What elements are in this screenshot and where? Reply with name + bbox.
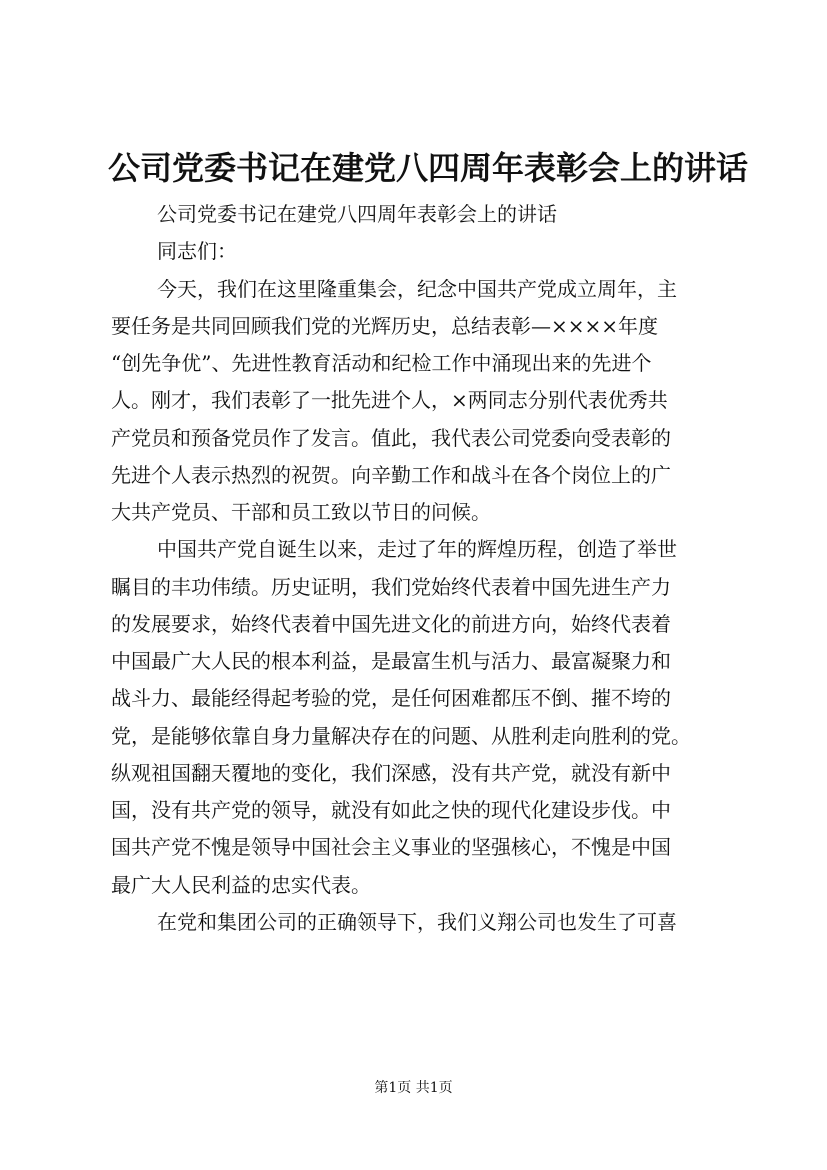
paragraph-1-line-5: 产党员和预备党员作了发言。值此，我代表公司党委向受表彰的: [111, 425, 671, 450]
paragraph-1-line-1: 今天，我们在这里隆重集会，纪念中国共产党成立周年，主: [157, 276, 677, 301]
paragraph-2-line-3: 的发展要求，始终代表着中国先进文化的前进方向，始终代表着: [111, 611, 671, 636]
document-title: 公司党委书记在建党八四周年表彰会上的讲话: [108, 149, 749, 187]
salutation-line: 同志们：: [157, 239, 237, 264]
paragraph-3-line-1: 在党和集团公司的正确领导下，我们义翔公司也发生了可喜: [157, 909, 677, 934]
paragraph-2-line-9: 国共产党不愧是领导中国社会主义事业的坚强核心，不愧是中国: [111, 835, 671, 860]
paragraph-1-line-7: 大共产党员、干部和员工致以节日的问候。: [111, 500, 491, 524]
page-footer: 第1页 共1页: [374, 1080, 453, 1096]
paragraph-2-line-10: 最广大人民利益的忠实代表。: [111, 872, 371, 897]
document-body: [111, 196, 721, 941]
paragraph-2-line-5: 战斗力、最能经得起考验的党，是任何困难都压不倒、摧不垮的: [111, 686, 671, 711]
paragraph-2-line-4: 中国最广大人民的根本利益，是最富生机与活力、最富凝聚力和: [111, 649, 671, 673]
paragraph-1-line-2: 要任务是共同回顾我们党的光辉历史，总结表彰—××××年度: [111, 313, 659, 338]
paragraph-2-line-8: 国，没有共产党的领导，就没有如此之快的现代化建设步伐。中: [111, 798, 671, 822]
paragraph-1-line-3: “创先争优”、先进性教育活动和纪检工作中涌现出来的先进个: [111, 351, 652, 375]
paragraph-2-line-1: 中国共产党自诞生以来，走过了年的辉煌历程，创造了举世: [157, 537, 677, 562]
paragraph-2-line-6: 党，是能够依靠自身力量解决存在的问题、从胜利走向胜利的党。: [111, 723, 691, 748]
paragraph-2-line-7: 纵观祖国翻天覆地的变化，我们深感，没有共产党，就没有新中: [111, 760, 671, 785]
paragraph-1-line-4: 人。刚才，我们表彰了一批先进个人，×两同志分别代表优秀共: [111, 388, 668, 413]
paragraph-2-line-2: 瞩目的丰功伟绩。历史证明，我们党始终代表着中国先进生产力: [111, 574, 671, 599]
paragraph-1-line-6: 先进个人表示热烈的祝贺。向辛勤工作和战斗在各个岗位上的广: [111, 462, 671, 487]
subtitle-line: 公司党委书记在建党八四周年表彰会上的讲话: [157, 202, 557, 226]
